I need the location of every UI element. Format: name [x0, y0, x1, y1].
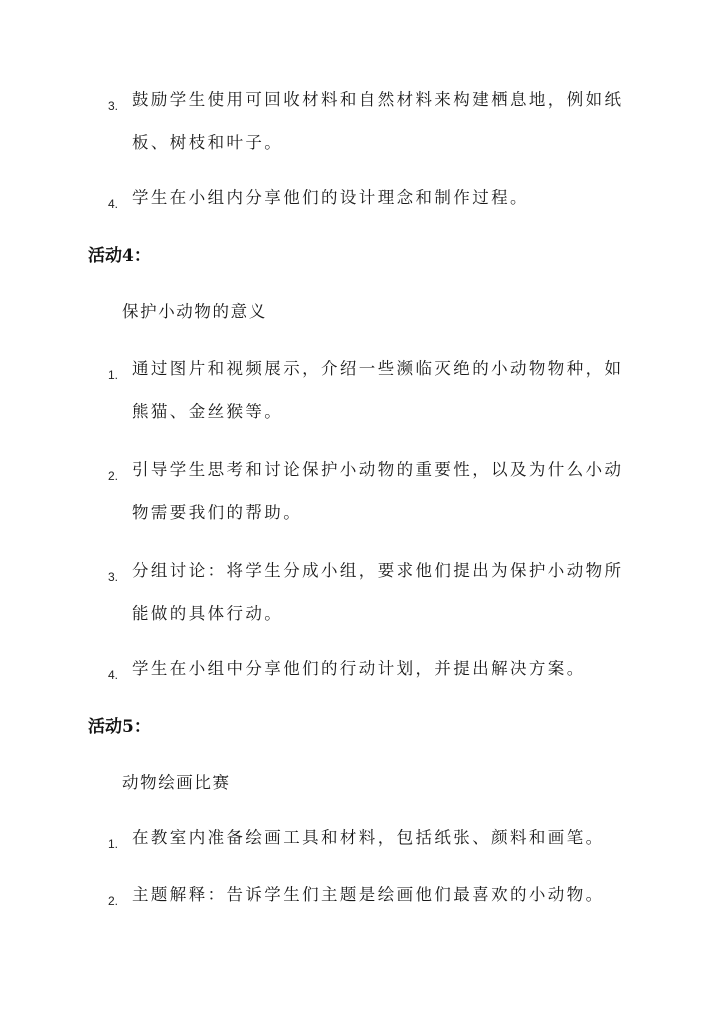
list-number: 4.: [108, 668, 119, 682]
list-text: 熊猫、金丝猴等。: [132, 402, 284, 421]
list-text: 分组讨论：将学生分成小组，要求他们提出为保护小动物所: [132, 561, 624, 580]
list-number: 3.: [108, 99, 119, 113]
list-number: 3.: [108, 570, 119, 584]
list-number: 1.: [108, 837, 119, 851]
activity4-subtitle: 保护小动物的意义: [122, 302, 267, 321]
list-text: 通过图片和视频展示，介绍一些濒临灭绝的小动物物种，如: [132, 359, 624, 378]
list-text: 主题解释：告诉学生们主题是绘画他们最喜欢的小动物。: [132, 885, 605, 904]
list-number: 1.: [108, 368, 119, 382]
list-number: 2.: [108, 894, 119, 908]
list-text: 学生在小组中分享他们的行动计划，并提出解决方案。: [132, 659, 586, 678]
activity5-subtitle: 动物绘画比赛: [122, 773, 231, 792]
activity4-heading: 活动4：: [88, 246, 151, 266]
list-number: 4.: [108, 197, 119, 211]
list-text: 物需要我们的帮助。: [132, 503, 303, 522]
list-number: 2.: [108, 469, 119, 483]
list-text: 引导学生思考和讨论保护小动物的重要性，以及为什么小动: [132, 460, 624, 479]
activity5-heading: 活动5：: [88, 717, 151, 737]
list-text: 在教室内准备绘画工具和材料，包括纸张、颜料和画笔。: [132, 828, 605, 847]
list-text: 学生在小组内分享他们的设计理念和制作过程。: [132, 188, 529, 207]
list-text: 板、树枝和叶子。: [132, 133, 284, 152]
list-text: 鼓励学生使用可回收材料和自然材料来构建栖息地，例如纸: [132, 90, 624, 109]
list-text: 能做的具体行动。: [132, 604, 284, 623]
